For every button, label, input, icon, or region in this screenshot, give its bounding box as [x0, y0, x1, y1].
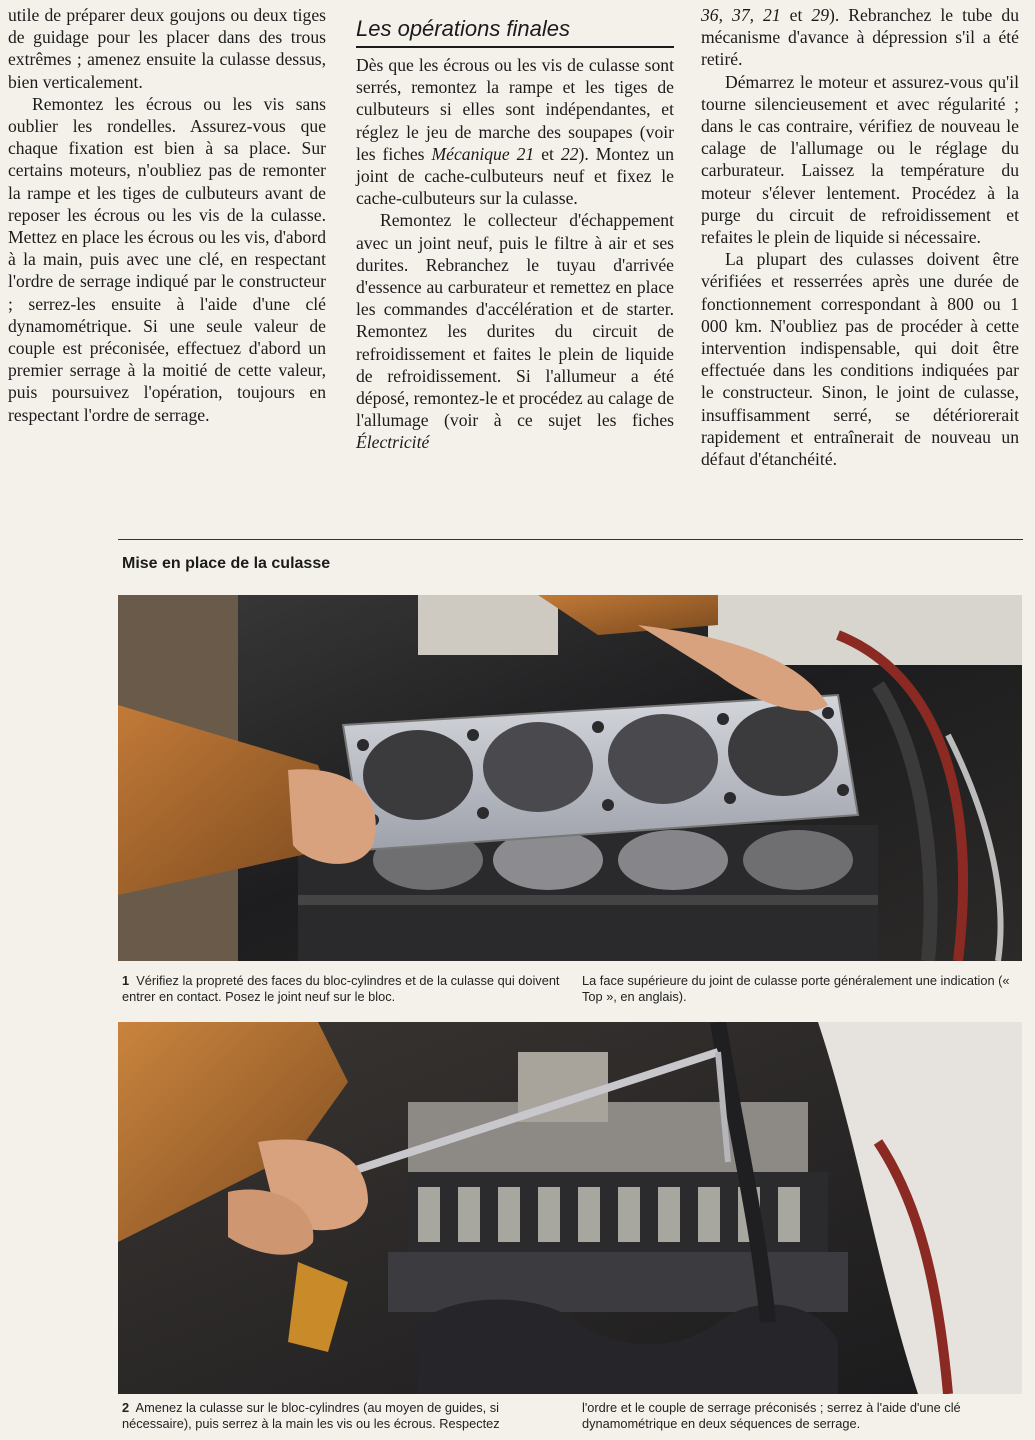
paragraph: Remontez les écrous ou les vis sans oublier les rondelles. Assurez-vous que chaque fixation est bien à sa place. Sur certains moteurs, n'oubliez pas de remonter la rampe et les tiges de culbuteurs avant de reposer les écrous ou les vis de la culasse. Mettez en place les écrous ou les vis, d'abord à la main, puis avec une clé, en respectant l'ordre de serrage indiqué par le constructeur ; serrez-les ensuite à l'aide d'une clé dynamométrique. Si une seule valeur de couple est préconisée, effectuez d'abord un premier serrage à la moitié de cette valeur, puis poursuivez l'opération, toujours en respectant l'ordre de serrage.	[8, 93, 326, 425]
figure-title: Mise en place de la culasse	[122, 555, 331, 572]
reference-link: 29	[811, 5, 829, 25]
caption-text: Vérifiez la propreté des faces du bloc-cylindres et de la culasse qui doivent entrer en contact. Posez le joint neuf sur le bloc.	[122, 973, 560, 1004]
section-divider	[118, 539, 1023, 540]
reference-link: 36, 37, 21	[701, 5, 781, 25]
text-column-2	[356, 4, 674, 454]
reference-link: 22	[560, 143, 579, 164]
text-run: ). Rebranchez le tube du mécanisme d'avance à dépression s'il a été retiré.	[701, 5, 1019, 70]
caption-1-right: La face supérieure du joint de culasse porte généralement une indication (« Top », en anglais).	[582, 973, 1010, 1004]
photo-gasket-placement	[118, 595, 1022, 961]
paragraph	[356, 54, 674, 209]
photo-gasket-illustration	[118, 595, 1022, 961]
caption-2-left	[122, 1400, 562, 1432]
text-column-1	[8, 4, 326, 426]
photo-head-tightening	[118, 1022, 1022, 1394]
text-run: et	[780, 5, 812, 25]
paragraph: utile de préparer deux goujons ou deux tiges de guidage pour les placer dans des trous extrêmes ; amenez ensuite la culasse dessus, bien verticalement.	[8, 5, 326, 92]
caption-2-right: l'ordre et le couple de serrage préconisés ; serrez à l'aide d'une clé dynamométrique en deux séquences de serrage.	[582, 1400, 961, 1431]
paragraph: La plupart des culasses doivent être vérifiées et resserrées après une durée de fonctionnement correspondant à 800 ou 1 000 km. N'oubliez pas de procéder à cette intervention indispensable, qui doit être effectuée dans les conditions indiquées par le constructeur. Sinon, le joint de culasse, insuffisamment serré, se détériorerait rapidement et entraînerait de nouveau un défaut d'étanchéité.	[701, 249, 1019, 470]
text-run: Dès que les écrous ou les vis de culasse sont serrés, remontez la rampe et les tiges de culbuteurs si elles sont indépendantes, et réglez le jeu de marche des soupapes (voir les fiches	[356, 55, 674, 164]
text-column-3	[701, 4, 1019, 470]
paragraph: Démarrez le moteur et assurez-vous qu'il tourne silencieusement et avec régularité ; dans le cas contraire, vérifiez de nouveau le calage de l'allumage ou le réglage du carburateur. Laissez la température du moteur s'élever lentement. Procédez à la purge du circuit de refroidissement et refaites le plein de liquide si nécessaire.	[701, 71, 1019, 248]
caption-1-left	[122, 973, 562, 1005]
caption-text: Amenez la culasse sur le bloc-cylindres (au moyen de guides, si nécessaire), puis serrez à la main les vis ou les écrous. Respectez	[122, 1400, 500, 1431]
caption-number: 2	[122, 1400, 130, 1415]
paragraph	[356, 209, 674, 453]
text-run: ). Montez un joint de cache-culbuteurs neuf et fixez le cache-culbuteurs sur la culasse.	[356, 143, 674, 209]
text-run: et	[534, 143, 561, 164]
text-run: Remontez le collecteur d'échappement avec un joint neuf, puis le filtre à air et ses durites. Rebranchez le tuyau d'arrivée d'essence au carburateur et remettez en place les commandes d'accélération et de starter. Remontez les durites du circuit de refroidissement et faites le plein de liquide de refroidissement. Si l'allumeur a été déposé, remontez-le et procédez au calage de l'allumage (voir à ce sujet les fiches	[356, 210, 674, 431]
section-title: Les opérations finales	[356, 16, 674, 48]
caption-number: 1	[122, 973, 130, 988]
reference-link: Électricité	[356, 432, 430, 453]
paragraph	[701, 4, 1019, 71]
photo-tightening-illustration	[118, 1022, 1022, 1394]
reference-link: Mécanique 21	[431, 143, 535, 164]
